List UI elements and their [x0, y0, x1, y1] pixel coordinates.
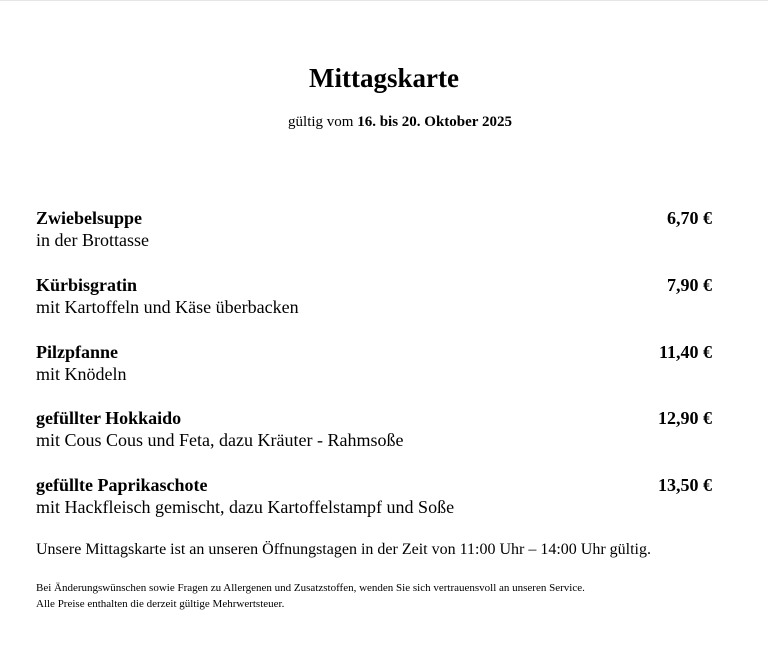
menu-item	[36, 341, 712, 385]
page-top-border	[0, 0, 768, 1]
menu-item-price: 13,50 €	[658, 475, 712, 495]
menu-item-name: Zwiebelsuppe	[36, 208, 143, 228]
menu-item-price: 6,70 €	[667, 208, 712, 228]
menu-item-description: mit Hackfleisch gemischt, dazu Kartoffelstampf und Soße	[36, 497, 455, 517]
allergen-note: Bei Änderungswünschen sowie Fragen zu Allergenen und Zusatzstoffen, wenden Sie sich vertrauensvoll an unseren Service.	[36, 582, 585, 594]
menu-item-description: mit Cous Cous und Feta, dazu Kräuter - Rahmsoße	[36, 430, 404, 450]
menu-item	[36, 274, 712, 318]
menu-item-price: 12,90 €	[658, 408, 712, 428]
opening-hours-note: Unsere Mittagskarte ist an unseren Öffnungstagen in der Zeit von 11:00 Uhr – 14:00 Uhr gültig.	[36, 541, 651, 558]
menu-item	[36, 207, 712, 251]
validity-prefix: gültig vom	[288, 114, 358, 130]
menu-item-price: 11,40 €	[658, 342, 712, 362]
menu-item-name: gefüllter Hokkaido	[36, 408, 182, 428]
menu-item-description: mit Knödeln	[36, 364, 127, 384]
menu-item	[36, 407, 712, 451]
menu-item-description: in der Brottasse	[36, 230, 149, 250]
menu-item-description: mit Kartoffeln und Käse überbacken	[36, 297, 299, 317]
vat-note: Alle Preise enthalten die derzeit gültige Mehrwertsteuer.	[36, 598, 285, 610]
menu-item-name: gefüllte Paprikaschote	[36, 475, 208, 495]
validity-period	[0, 113, 768, 131]
page-title: Mittagskarte	[309, 63, 459, 93]
menu-item-name: Pilzpfanne	[36, 342, 119, 362]
menu-item-name: Kürbisgratin	[36, 275, 138, 295]
menu-item-price: 7,90 €	[667, 275, 712, 295]
validity-dates: 16. bis 20. Oktober 2025	[357, 114, 512, 130]
menu-item	[36, 474, 712, 518]
